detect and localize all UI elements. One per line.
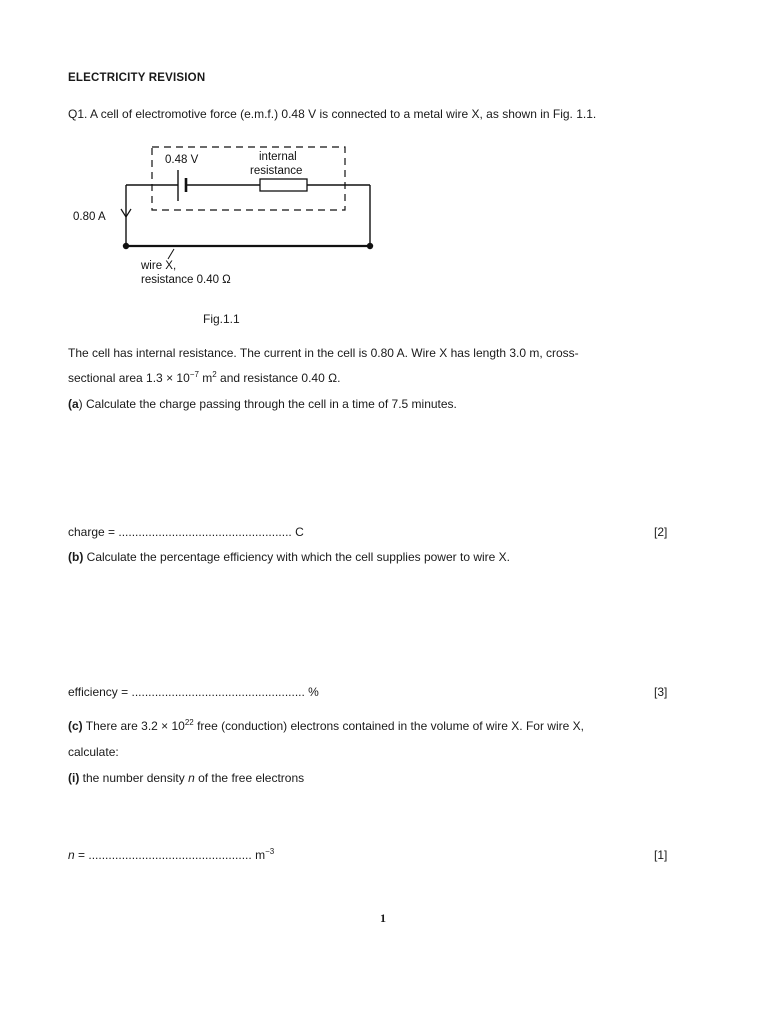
answer-unit-exponent: −3 xyxy=(265,847,275,856)
question-1-text: A cell of electromotive force (e.m.f.) 0.48 V is connected to a metal wire X, as shown in Fig. 1.1. xyxy=(87,107,597,121)
part-a-text: Calculate the charge passing through the cell in a time of 7.5 minutes. xyxy=(82,397,457,411)
part-c-question-line1 xyxy=(68,719,584,733)
question-1-context-line1: The cell has internal resistance. The current in the cell is 0.80 A. Wire X has length 3.0 m, cross- xyxy=(68,346,579,360)
part-c-i-marks: [1] xyxy=(654,848,668,862)
part-a-marks: [2] xyxy=(654,525,668,539)
part-a-paren: ) xyxy=(78,397,83,411)
wire-x-label-line2: resistance 0.40 Ω xyxy=(141,274,231,286)
wire-x-end-right xyxy=(367,243,373,249)
wire-x-label-line1: wire X, xyxy=(141,260,177,272)
part-c-text-pre: There are 3.2 × 10 xyxy=(82,719,185,733)
page-title: ELECTRICITY REVISION xyxy=(68,72,206,84)
page-number: 1 xyxy=(380,911,386,925)
part-b-answer-line: efficiency = .................................................... % xyxy=(68,685,319,699)
part-c-question-line2: calculate: xyxy=(68,745,119,759)
part-c-exponent: 22 xyxy=(184,718,194,727)
part-a-answer-line: charge = .................................................... C xyxy=(68,525,304,539)
internal-resistor xyxy=(260,179,307,191)
wire-x-end-left xyxy=(123,243,129,249)
part-b-label: (b) xyxy=(68,550,84,564)
part-a-label: (a xyxy=(68,397,79,411)
part-c-i-text-post: of the free electrons xyxy=(194,771,305,785)
question-1-context-line2 xyxy=(68,371,340,385)
part-c-i-variable: n xyxy=(188,771,195,785)
circuit-diagram xyxy=(60,138,390,293)
part-c-label: (c) xyxy=(68,719,83,733)
internal-resistance-label-line1: internal xyxy=(259,151,297,163)
context-area-exponent: −7 xyxy=(189,370,199,379)
part-b-text: Calculate the percentage efficiency with which the cell supplies power to wire X. xyxy=(83,550,510,564)
context-area-unit: m xyxy=(198,371,213,385)
part-a-question xyxy=(68,397,457,411)
context-area-pre: sectional area 1.3 × 10 xyxy=(68,371,190,385)
emf-label: 0.48 V xyxy=(165,154,199,166)
figure-caption: Fig.1.1 xyxy=(203,312,240,326)
context-area-unit-exponent: 2 xyxy=(212,370,217,379)
current-label: 0.80 A xyxy=(73,211,106,223)
context-area-post: and resistance 0.40 Ω. xyxy=(216,371,341,385)
part-b-marks: [3] xyxy=(654,685,668,699)
part-c-i-question xyxy=(68,771,304,785)
question-1-label: Q1. xyxy=(68,107,88,121)
wire-x-label-leader xyxy=(168,249,174,259)
part-c-text-post: free (conduction) electrons contained in the volume of wire X. For wire X, xyxy=(193,719,584,733)
answer-variable: n xyxy=(68,848,75,862)
part-c-i-answer-line xyxy=(68,848,274,862)
question-1-stem xyxy=(68,107,596,121)
part-b-question xyxy=(68,550,510,564)
internal-resistance-label-line2: resistance xyxy=(250,165,303,177)
part-c-i-label: (i) xyxy=(68,771,80,785)
answer-dots-unit: = ................................................. m xyxy=(74,848,266,862)
part-c-i-text-pre: the number density xyxy=(79,771,189,785)
